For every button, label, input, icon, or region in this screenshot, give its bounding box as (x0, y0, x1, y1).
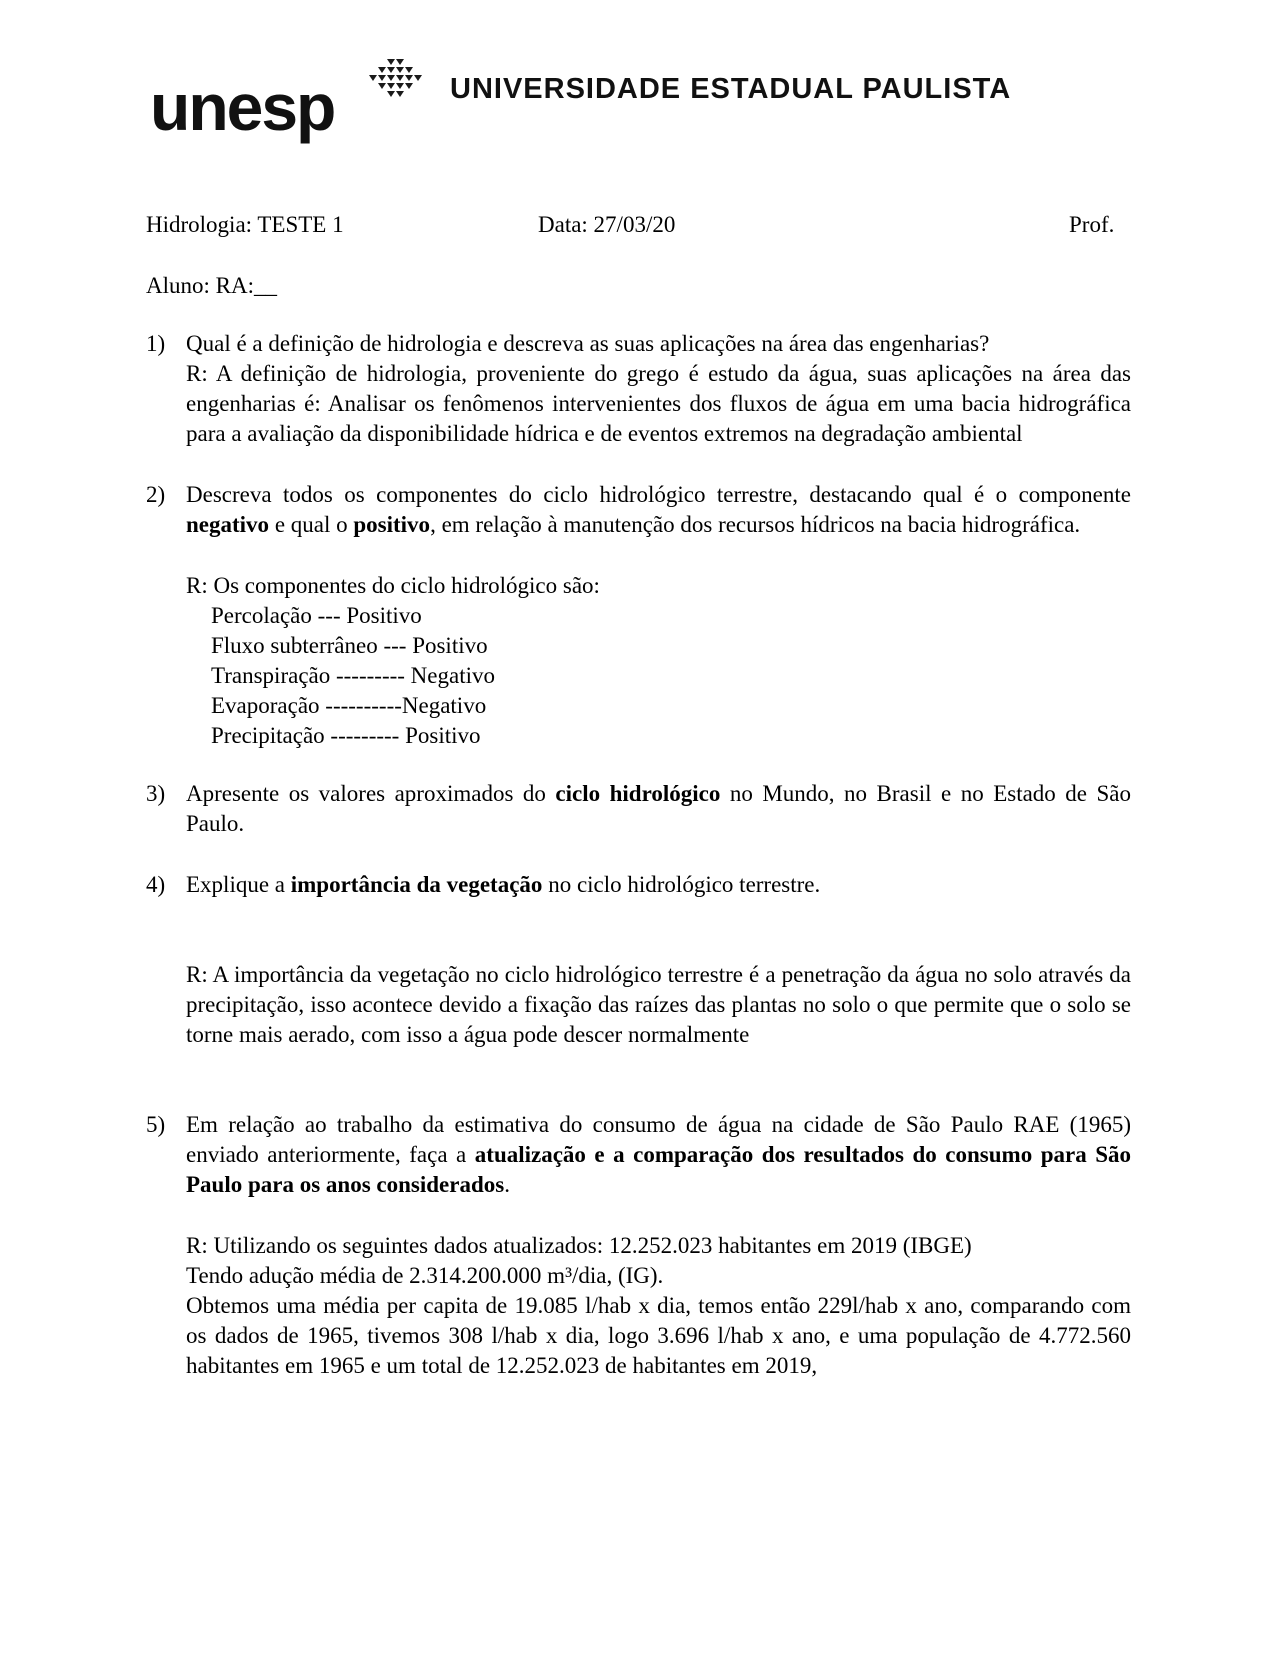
test-header-line (146, 210, 1131, 240)
question-number: 3) (146, 781, 166, 806)
question-text: Qual é a definição de hidrologia e descreva as suas aplicações na área das engenharias? (186, 331, 990, 356)
question-text (186, 480, 1131, 540)
question-text (186, 779, 1131, 839)
emphasis-text: importância da vegetação (290, 872, 543, 897)
question-text-part: . (504, 1172, 510, 1197)
logo-wordmark: unesp (150, 70, 335, 144)
question-5 (146, 1110, 1131, 1381)
question-number: 1) (146, 331, 166, 356)
professor-label: Prof. (1069, 212, 1115, 237)
question-number: 4) (146, 872, 166, 897)
student-line: Aluno: RA:__ (146, 273, 277, 298)
question-3 (146, 779, 1131, 839)
question-number: 2) (146, 482, 166, 507)
unesp-triangles-logo-icon (365, 57, 429, 105)
question-number: 5) (146, 1112, 166, 1137)
emphasis-negative: negativo (186, 512, 270, 537)
question-1 (146, 329, 1131, 449)
test-date: Data: 27/03/20 (538, 212, 676, 237)
emphasis-positive: positivo (353, 512, 431, 537)
emphasis-text: atualização e a comparação dos resultados do consumo para São Paulo para os anos considerados (186, 1142, 1131, 1197)
question-2 (146, 480, 1131, 751)
answer-text: R: A importância da vegetação no ciclo hidrológico terrestre é a penetração da água no solo através da precipitação, isso acontece devido a fixação das raízes das plantas no solo o que permite que o solo se torne mais aerado, com isso a água pode descer normalmente (186, 962, 1131, 1047)
emphasis-text: ciclo hidrológico (555, 781, 721, 806)
unesp-logo (150, 55, 1050, 150)
question-text (186, 870, 1131, 900)
answer-text: R: A definição de hidrologia, proveniente do grego é estudo da água, suas aplicações na área das engenharias é: Analisar os fenômenos intervenientes dos fluxos de água em uma bacia hidrográfica para a avaliação da disponibilidade hídrica e de eventos extremos na degradação ambiental (186, 361, 1131, 446)
course-title: Hidrologia: TESTE 1 (146, 212, 344, 237)
components-list (186, 601, 1131, 751)
question-text-part: e qual o (269, 512, 354, 537)
list-item: Fluxo subterrâneo --- Positivo (211, 633, 488, 658)
question-text-part: no ciclo hidrológico terrestre. (542, 872, 821, 897)
question-text-part: Apresente os valores aproximados do (186, 781, 556, 806)
list-item: Evaporação ----------Negativo (211, 693, 487, 718)
question-text-part: no Mundo, no Brasil e no Estado de São Paulo. (186, 781, 1131, 836)
question-text-part: Descreva todos os componentes do ciclo hidrológico terrestre, destacando qual é o componente (186, 482, 1131, 507)
question-text-part: Em relação ao trabalho da estimativa do consumo de água na cidade de São Paulo RAE (1965) enviado anteriormente, faça a (186, 1112, 1131, 1167)
list-item: Precipitação --------- Positivo (211, 723, 481, 748)
university-name: UNIVERSIDADE ESTADUAL PAULISTA (450, 73, 1012, 105)
document-body (146, 210, 1131, 1381)
answer-line-2: Tendo adução média de 2.314.200.000 m³/dia, (IG). (186, 1263, 664, 1288)
answer-intro: R: Os componentes do ciclo hidrológico são: (186, 573, 600, 598)
question-text-part: , em relação à manutenção dos recursos hídricos na bacia hidrográfica. (430, 512, 1081, 537)
answer-line-3: Obtemos uma média per capita de 19.085 l/hab x dia, temos então 229l/hab x ano, comparando com os dados de 1965, tivemos 308 l/hab x dia, logo 3.696 l/hab x ano, e uma população de 4.772.560 habitantes em 1965 e um total de 12.252.023 de habitantes em 2019, (186, 1293, 1131, 1378)
list-item: Transpiração --------- Negativo (211, 663, 495, 688)
question-text-part: Explique a (186, 872, 291, 897)
question-text (186, 1110, 1131, 1200)
list-item: Percolação --- Positivo (211, 603, 422, 628)
question-4 (146, 870, 1131, 1050)
answer-line-1: R: Utilizando os seguintes dados atualizados: 12.252.023 habitantes em 2019 (IBGE) (186, 1233, 972, 1258)
